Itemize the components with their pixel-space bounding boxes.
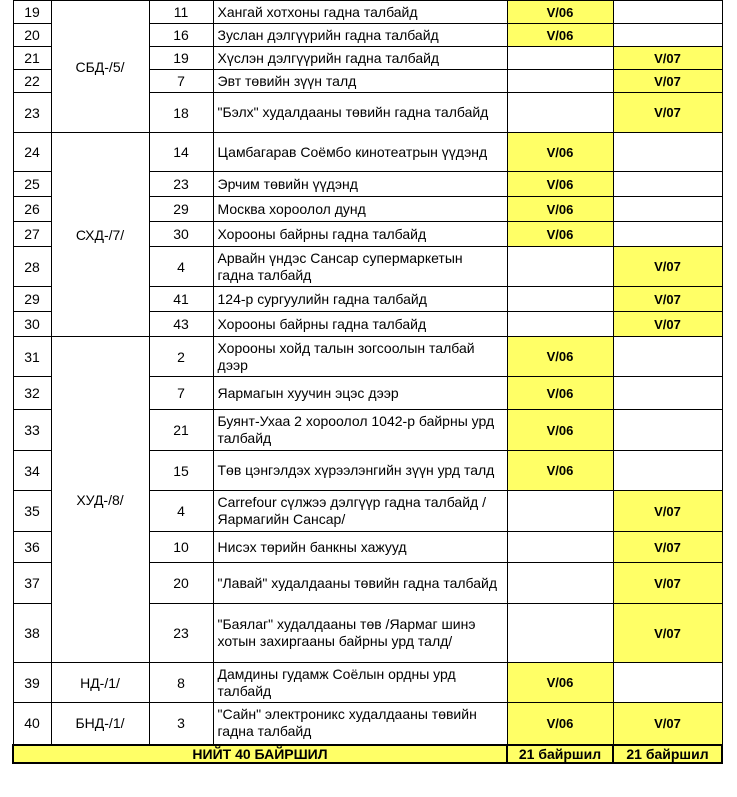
location-cell: Дамдины гудамж Соёлын ордны урд талбайд (213, 663, 507, 703)
v07-cell (613, 1, 722, 24)
table-row (13, 337, 722, 377)
v07-cell: V/07 (613, 532, 722, 563)
table-row (13, 133, 722, 172)
v07-cell: V/07 (613, 287, 722, 312)
row-number: 39 (13, 663, 51, 703)
table-body (13, 1, 722, 763)
row-number: 19 (13, 1, 51, 24)
location-cell: Эрчим төвийн үүдэнд (213, 172, 507, 197)
total-v06-count: 21 байршил (507, 745, 613, 763)
v06-cell: V/06 (507, 337, 613, 377)
district-cell: НД-/1/ (51, 663, 149, 703)
v06-cell (507, 47, 613, 70)
khoroo-number: 10 (149, 532, 213, 563)
v06-cell: V/06 (507, 172, 613, 197)
v06-cell: V/06 (507, 451, 613, 491)
locations-table (12, 0, 723, 764)
row-number: 20 (13, 24, 51, 47)
row-number: 32 (13, 377, 51, 410)
v07-cell (613, 663, 722, 703)
khoroo-number: 30 (149, 222, 213, 247)
row-number: 25 (13, 172, 51, 197)
khoroo-number: 21 (149, 410, 213, 451)
location-cell: Нисэх төрийн банкны хажууд (213, 532, 507, 563)
v07-cell: V/07 (613, 563, 722, 604)
v07-cell (613, 222, 722, 247)
v07-cell: V/07 (613, 93, 722, 133)
v07-cell (613, 197, 722, 222)
v06-cell: V/06 (507, 377, 613, 410)
khoroo-number: 23 (149, 172, 213, 197)
row-number: 28 (13, 247, 51, 287)
v06-cell (507, 93, 613, 133)
v07-cell (613, 24, 722, 47)
khoroo-number: 11 (149, 1, 213, 24)
location-cell: Carrefour сүлжээ дэлгүүр гадна талбайд / Яармагийн Сансар/ (213, 491, 507, 532)
location-cell: Хангай хотхоны гадна талбайд (213, 1, 507, 24)
v07-cell (613, 172, 722, 197)
khoroo-number: 7 (149, 70, 213, 93)
location-cell: Хорооны хойд талын зогсоолын талбай дээр (213, 337, 507, 377)
khoroo-number: 3 (149, 703, 213, 745)
khoroo-number: 41 (149, 287, 213, 312)
row-number: 22 (13, 70, 51, 93)
khoroo-number: 4 (149, 491, 213, 532)
v06-cell (507, 287, 613, 312)
v06-cell (507, 70, 613, 93)
table-row (13, 663, 722, 703)
location-cell: Арвайн үндэс Сансар супермаркетын гадна талбайд (213, 247, 507, 287)
khoroo-number: 29 (149, 197, 213, 222)
location-cell: "Бэлх" худалдааны төвийн гадна талбайд (213, 93, 507, 133)
district-cell: БНД-/1/ (51, 703, 149, 745)
khoroo-number: 4 (149, 247, 213, 287)
khoroo-number: 15 (149, 451, 213, 491)
total-row (13, 745, 722, 763)
v06-cell (507, 563, 613, 604)
location-cell: "Баялаг" худалдааны төв /Яармаг шинэ хотын захиргааны байрны урд талд/ (213, 604, 507, 663)
location-cell: Буянт-Ухаа 2 хороолол 1042-р байрны урд талбайд (213, 410, 507, 451)
khoroo-number: 8 (149, 663, 213, 703)
v07-cell (613, 377, 722, 410)
location-cell: Яармагын хуучин эцэс дээр (213, 377, 507, 410)
row-number: 30 (13, 312, 51, 337)
row-number: 26 (13, 197, 51, 222)
v07-cell: V/07 (613, 47, 722, 70)
v06-cell: V/06 (507, 1, 613, 24)
v07-cell: V/07 (613, 70, 722, 93)
location-cell: "Сайн" электроникс худалдааны төвийн гадна талбайд (213, 703, 507, 745)
v06-cell: V/06 (507, 197, 613, 222)
v07-cell: V/07 (613, 703, 722, 745)
location-cell: "Лавай" худалдааны төвийн гадна талбайд (213, 563, 507, 604)
row-number: 36 (13, 532, 51, 563)
v06-cell (507, 532, 613, 563)
khoroo-number: 2 (149, 337, 213, 377)
location-cell: Эвт төвийн зүүн талд (213, 70, 507, 93)
v07-cell (613, 337, 722, 377)
v07-cell: V/07 (613, 491, 722, 532)
v06-cell (507, 604, 613, 663)
khoroo-number: 19 (149, 47, 213, 70)
v07-cell (613, 133, 722, 172)
table-row (13, 1, 722, 24)
v06-cell: V/06 (507, 133, 613, 172)
v06-cell: V/06 (507, 410, 613, 451)
khoroo-number: 14 (149, 133, 213, 172)
row-number: 23 (13, 93, 51, 133)
v06-cell (507, 247, 613, 287)
khoroo-number: 43 (149, 312, 213, 337)
total-v07-count: 21 байршил (613, 745, 722, 763)
v06-cell: V/06 (507, 222, 613, 247)
district-cell: ХУД-/8/ (51, 337, 149, 663)
row-number: 33 (13, 410, 51, 451)
row-number: 40 (13, 703, 51, 745)
v06-cell (507, 491, 613, 532)
khoroo-number: 7 (149, 377, 213, 410)
location-cell: Төв цэнгэлдэх хүрээлэнгийн зүүн урд талд (213, 451, 507, 491)
v07-cell: V/07 (613, 247, 722, 287)
khoroo-number: 18 (149, 93, 213, 133)
row-number: 35 (13, 491, 51, 532)
khoroo-number: 23 (149, 604, 213, 663)
v06-cell: V/06 (507, 663, 613, 703)
location-cell: Зуслан дэлгүүрийн гадна талбайд (213, 24, 507, 47)
v06-cell (507, 312, 613, 337)
total-label: НИЙТ 40 БАЙРШИЛ (13, 745, 507, 763)
v07-cell: V/07 (613, 312, 722, 337)
v07-cell (613, 410, 722, 451)
row-number: 21 (13, 47, 51, 70)
v06-cell: V/06 (507, 24, 613, 47)
row-number: 38 (13, 604, 51, 663)
v07-cell: V/07 (613, 604, 722, 663)
table-row (13, 703, 722, 745)
row-number: 37 (13, 563, 51, 604)
district-cell: СБД-/5/ (51, 1, 149, 133)
row-number: 24 (13, 133, 51, 172)
row-number: 27 (13, 222, 51, 247)
district-cell: СХД-/7/ (51, 133, 149, 337)
location-cell: Москва хороолол дунд (213, 197, 507, 222)
khoroo-number: 16 (149, 24, 213, 47)
v07-cell (613, 451, 722, 491)
location-cell: Хорооны байрны гадна талбайд (213, 312, 507, 337)
khoroo-number: 20 (149, 563, 213, 604)
location-cell: Хүслэн дэлгүүрийн гадна талбайд (213, 47, 507, 70)
row-number: 34 (13, 451, 51, 491)
row-number: 31 (13, 337, 51, 377)
location-cell: Хорооны байрны гадна талбайд (213, 222, 507, 247)
location-cell: 124-р сургуулийн гадна талбайд (213, 287, 507, 312)
location-cell: Цамбагарав Соёмбо кинотеатрын үүдэнд (213, 133, 507, 172)
row-number: 29 (13, 287, 51, 312)
v06-cell: V/06 (507, 703, 613, 745)
